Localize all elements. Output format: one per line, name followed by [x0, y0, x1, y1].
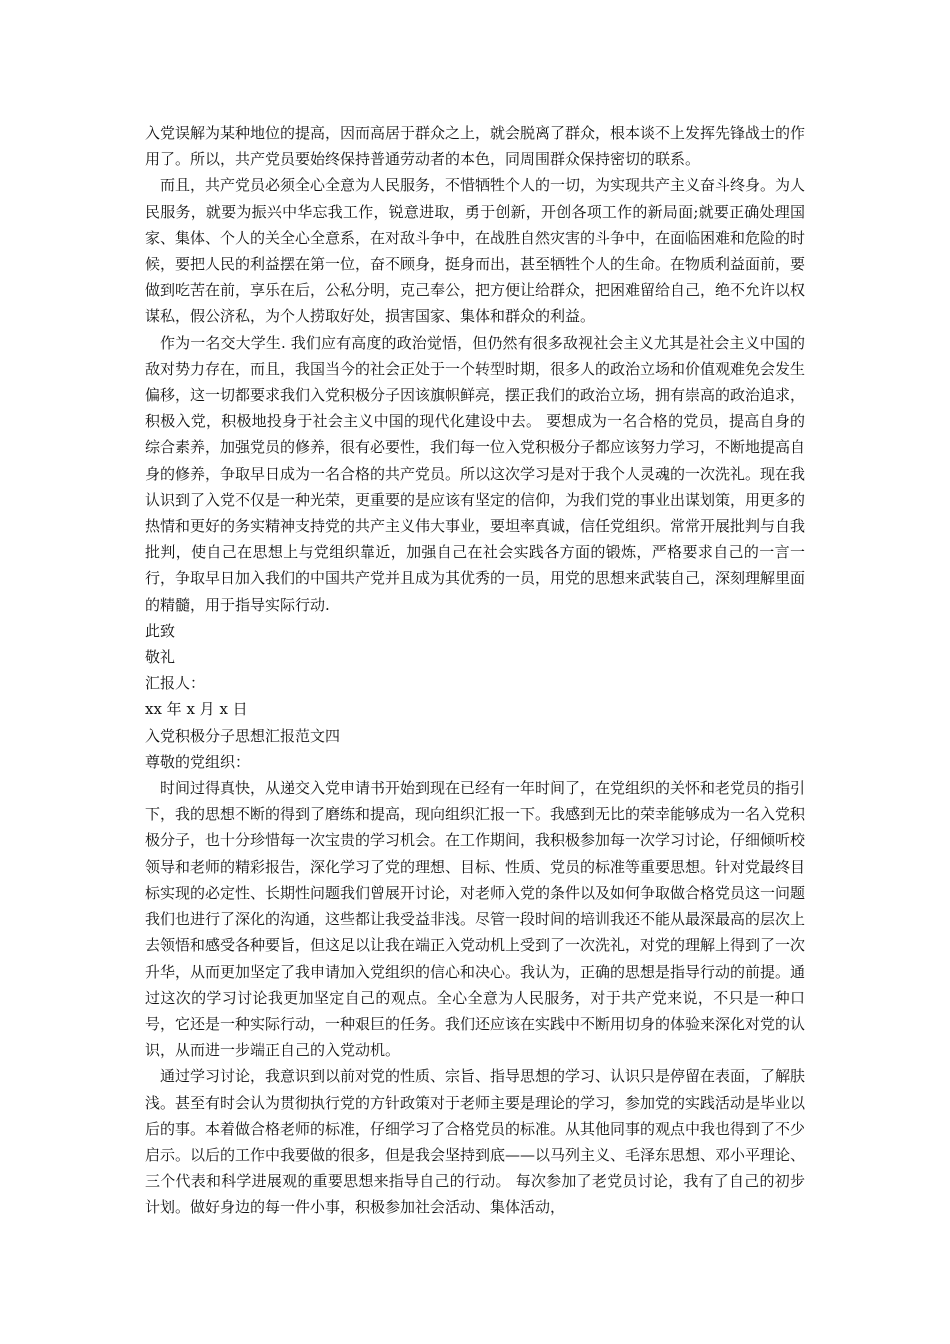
document-page — [145, 120, 805, 1221]
closing-respect: 敬礼 — [145, 648, 176, 667]
paragraph-2: 而且，共产党员必须全心全意为人民服务，不惜牺牲个人的一切，为实现共产主义奋斗终身。为人民服务，就要为振兴中华忘我工作，锐意进取，勇于创新，开创各项工作的新局面;就要正确处理国家、集体、个人的关全心全意系，在对敌斗争中，在战胜自然灾害的斗争中，在面临困难和危险的时候，要把人民的利益摆在第一位，奋不顾身，挺身而出，甚至牺牲个人的生命。在物质利益面前，要做到吃苦在前，享乐在后，公私分明，克己奉公，把方便让给群众，把困难留给自己，绝不允许以权谋私，假公济私，为个人捞取好处，损害国家、集体和群众的利益。 — [145, 176, 806, 326]
closing-salutation: 此致 — [145, 621, 176, 640]
paragraph-5: 通过学习讨论，我意识到以前对党的性质、宗旨、指导思想的学习、认识只是停留在表面，了解肤浅。甚至有时会认为贯彻执行党的方针政策对于老师主要是理论的学习，参加党的实践活动是毕业以后的事。本着做合格老师的标准，仔细学习了合格党员的标准。从其他同事的观点中我也得到了不少启示。以后的工作中我要做的很多，但是我会坚持到底——以马列主义、毛泽东思想、邓小平理论、三个代表和科学进展观的重要思想来指导自己的行动。 每次参加了老党员讨论，我有了自己的初步计划。做好身边的每一件小事，积极参加社会活动、集体活动， — [145, 1067, 806, 1217]
section-title: 入党积极分子思想汇报范文四 — [145, 726, 341, 745]
report-date: xx 年 x 月 x 日 — [145, 700, 248, 719]
reporter-label: 汇报人： — [145, 674, 206, 693]
greeting: 尊敬的党组织： — [145, 752, 251, 771]
paragraph-4: 时间过得真快，从递交入党申请书开始到现在已经有一年时间了，在党组织的关怀和老党员的指引下，我的思想不断的得到了磨练和提高，现向组织汇报一下。我感到无比的荣幸能够成为一名入党积极分子，也十分珍惜每一次宝贵的学习机会。在工作期间，我积极参加每一次学习讨论，仔细倾听校领导和老师的精彩报告，深化学习了党的理想、目标、性质、党员的标准等重要思想。针对党最终目标实现的必定性、长期性问题我们曾展开讨论，对老师入党的条件以及如何争取做合格党员这一问题我们也进行了深化的沟通，这些都让我受益非浅。尽管一段时间的培训我还不能从最深最高的层次上去领悟和感受各种要旨，但这足以让我在端正入党动机上受到了一次洗礼，对党的理解上得到了一次升华，从而更加坚定了我申请加入党组织的信心和决心。我认为，正确的思想是指导行动的前提。通过这次的学习讨论我更加坚定自己的观点。全心全意为人民服务，对于共产党来说，不只是一种口号，它还是一种实际行动，一种艰巨的任务。我们还应该在实践中不断用切身的体验来深化对党的认识，从而进一步端正自己的入党动机。 — [145, 779, 806, 1060]
paragraph-3: 作为一名交大学生. 我们应有高度的政治觉悟，但仍然有很多敌视社会主义尤其是社会主义中国的敌对势力存在，而且，我国当今的社会正处于一个转型时期，很多人的政治立场和价值观难免会发生偏移，这一切都要求我们入党积极分子因该旗帜鲜亮，摆正我们的政治立场，拥有崇高的政治追求，积极入党，积极地投身于社会主义中国的现代化建设中去。 要想成为一名合格的党员，提高自身的综合素养，加强党员的修养，很有必要性，我们每一位入党积极分子都应该努力学习，不断地提高自身的修养，争取早日成为一名合格的共产党员。所以这次学习是对于我个人灵魂的一次洗礼。现在我认识到了入党不仅是一种光荣，更重要的是应该有坚定的信仰，为我们党的事业出谋划策，用更多的热情和更好的务实精神支持党的共产主义伟大事业，要坦率真诚，信任党组织。常常开展批判与自我批判，使自己在思想上与党组织靠近，加强自己在社会实践各方面的锻炼，严格要求自己的一言一行，争取早日加入我们的中国共产党并且成为其优秀的一员，用党的思想来武装自己，深刻理解里面的精髓，用于指导实际行动. — [145, 333, 806, 614]
paragraph-1: 入党误解为某种地位的提高，因而高居于群众之上，就会脱离了群众，根本谈不上发挥先锋战士的作用了。所以，共产党员要始终保持普通劳动者的本色，同周围群众保持密切的联系。 — [145, 124, 806, 169]
